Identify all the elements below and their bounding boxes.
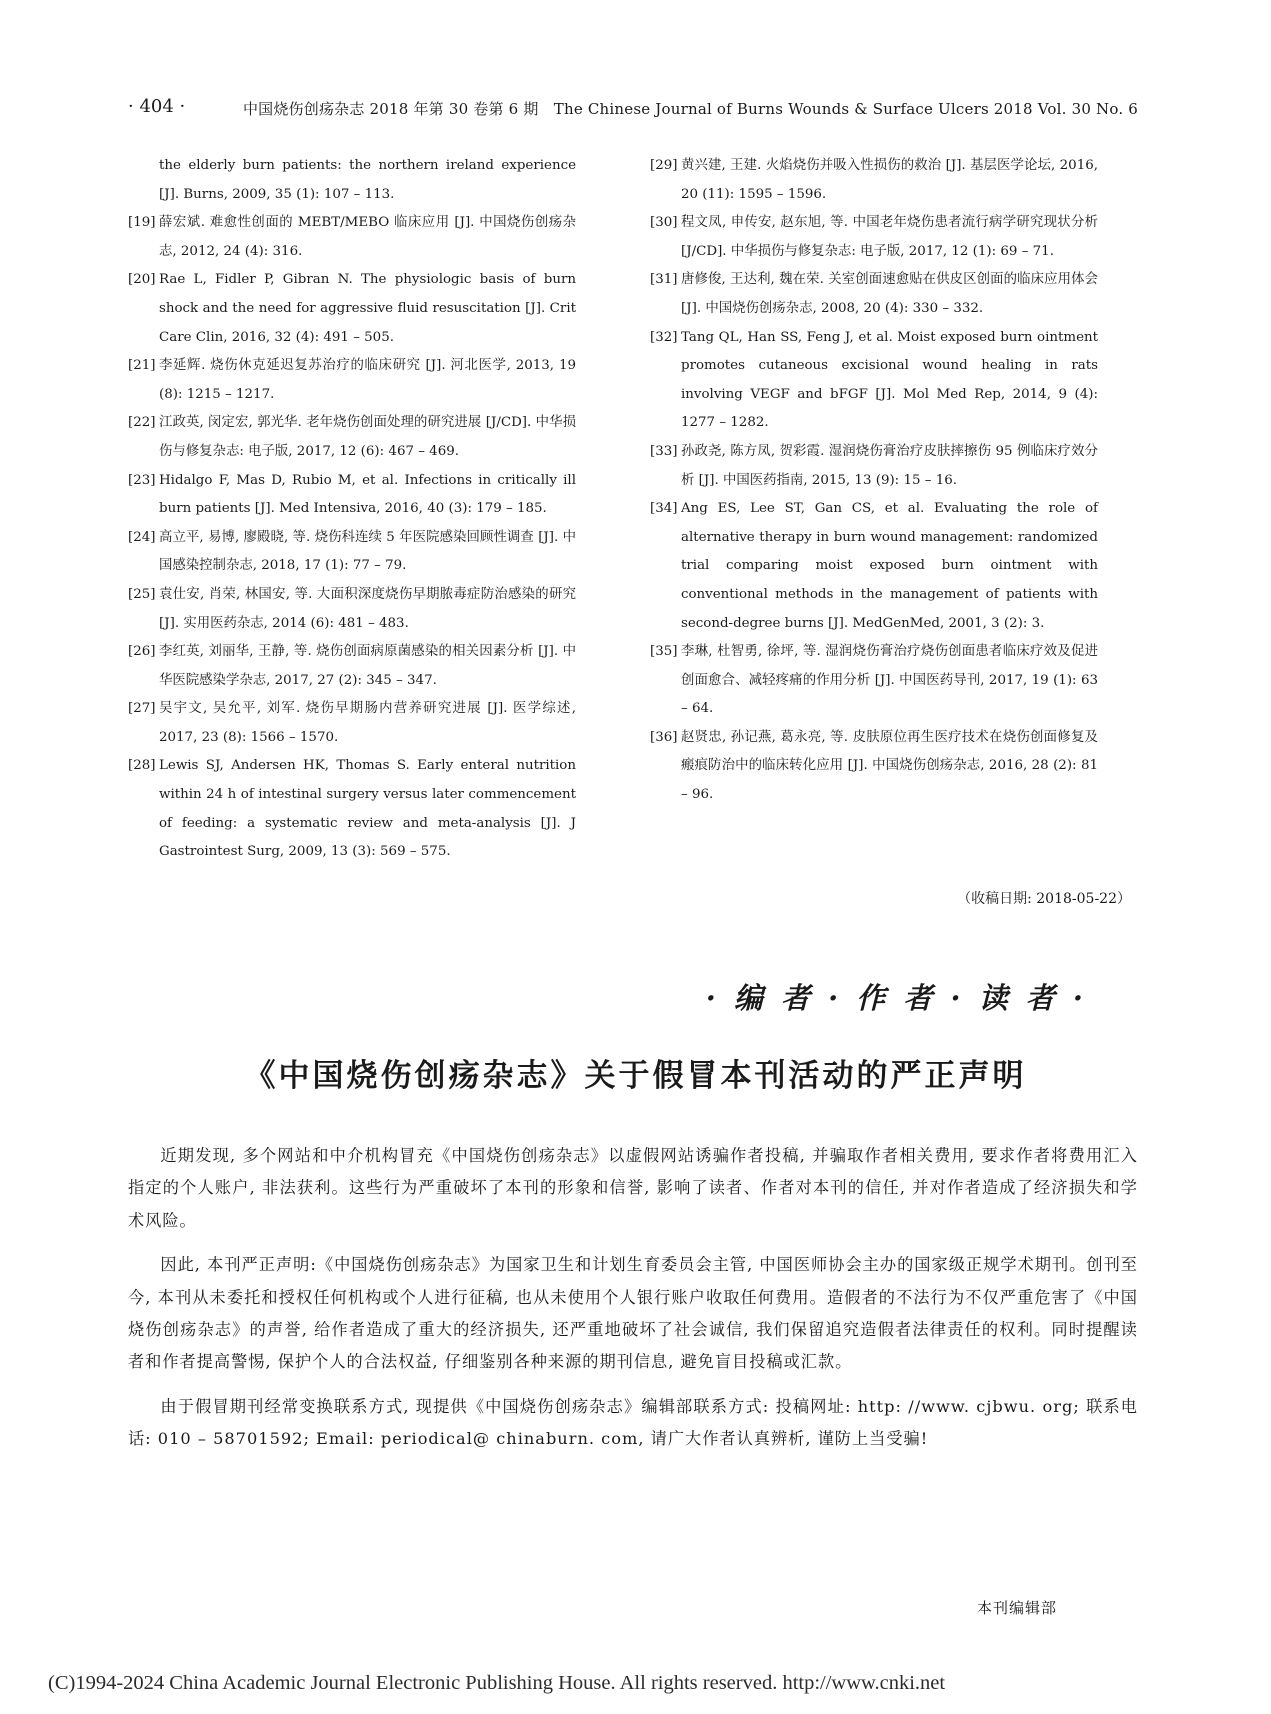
notice-paragraph: 由于假冒期刊经常变换联系方式, 现提供《中国烧伤创疡杂志》编辑部联系方式: 投稿网址: http: //www. cjbwu. org; 联系电话: 010 – 58701592; Email: periodical@ chinaburn. com, 请广大作者认真辨析, 谨防上当受骗! [128,1396,1138,1449]
reference-item [650,209,1098,266]
reference-text: Hidalgo F, Mas D, Rubio M, et al. Infections in critically ill burn patients [J]. Med Intensiva, 2016, 40 (3): 179 – 185. [159,472,576,517]
reference-number: [31] [650,272,678,288]
reference-text: 孙政尧, 陈方凤, 贺彩霞. 湿润烧伤膏治疗皮肤摔擦伤 95 例临床疗效分析 [J]. 中国医药指南, 2015, 13 (9): 15 – 16. [681,443,1098,488]
reference-column-left [128,152,576,867]
reference-item [650,266,1098,323]
reference-text: 唐修俊, 王达利, 魏在荣. 关室创面速愈贴在供皮区创面的临床应用体会 [J]. 中国烧伤创疡杂志, 2008, 20 (4): 330 – 332. [681,272,1098,316]
notice-paragraph: 近期发现, 多个网站和中介机构冒充《中国烧伤创疡杂志》以虚假网站诱骗作者投稿, 并骗取作者相关费用, 要求作者将费用汇入指定的个人账户, 非法获利。这些行为严重破坏了本刊的形象和信誉, 影响了读者、作者对本刊的信任, 并对作者造成了经济损失和学术风险。 [128,1146,1138,1230]
reference-text: Ang ES, Lee ST, Gan CS, et al. Evaluating the role of alternative therapy in burn wound management: randomized trial comparing moist exposed burn ointment with conventional methods in the management of patients with second-degree burns [J]. MedGenMed, 2001, 3 (2): 3. [681,501,1098,631]
reference-number: [20] [128,272,156,288]
page-number: · 404 · [128,96,186,117]
reference-item [650,638,1098,724]
reference-item [128,524,576,581]
reference-item [128,352,576,409]
reference-item [128,752,576,866]
reference-text: 高立平, 易博, 廖殿晓, 等. 烧伤科连续 5 年医院感染回顾性调查 [J]. 中国感染控制杂志, 2018, 17 (1): 77 – 79. [159,529,576,574]
reference-text: the elderly burn patients: the northern ireland experience [J]. Burns, 2009, 35 (1): 107 – 113. [159,158,576,202]
reference-number: [28] [128,758,156,774]
reference-number: [26] [128,644,156,660]
reference-number: [33] [650,443,678,459]
reference-number: [29] [650,158,678,173]
reference-item [650,152,1098,209]
reference-text: 吴宇文, 吴允平, 刘军. 烧伤早期肠内营养研究进展 [J]. 医学综述, 2017, 23 (8): 1566 – 1570. [159,701,576,745]
received-date: （收稿日期: 2018-05-22） [957,891,1131,907]
reference-text: 赵贤忠, 孙记燕, 葛永亮, 等. 皮肤原位再生医疗技术在烧伤创面修复及瘢痕防治中的临床转化应用 [J]. 中国烧伤创疡杂志, 2016, 28 (2): 81 – 96. [681,729,1098,803]
reference-number: [36] [650,729,678,745]
reference-number: [19] [128,215,156,231]
reference-number: [27] [128,701,156,717]
reference-item [128,467,576,524]
reference-number: [21] [128,358,156,374]
running-header [128,96,1138,126]
reference-text: Lewis SJ, Andersen HK, Thomas S. Early enteral nutrition within 24 h of intestinal surgery versus later commencement of feeding: a systematic review and meta-analysis [J]. J Gastrointest Surg, 2009, 13 (3): 569 – 575. [159,758,576,860]
reference-item [128,209,576,266]
reference-item [650,724,1098,810]
reference-item [128,695,576,752]
section-heading: · 编 者 · 作 者 · 读 者 · [705,981,1087,1015]
reference-text: 李红英, 刘丽华, 王静, 等. 烧伤创面病原菌感染的相关因素分析 [J]. 中华医院感染学杂志, 2017, 27 (2): 345 – 347. [159,644,576,688]
reference-item [128,409,576,466]
reference-item [128,638,576,695]
copyright-footer: (C)1994-2024 China Academic Journal Electronic Publishing House. All rights reserved. http://www.cnki.net [48,1672,946,1694]
reference-text: 黄兴建, 王建. 火焰烧伤并吸入性损伤的救治 [J]. 基层医学论坛, 2016, 20 (11): 1595 – 1596. [681,158,1098,202]
reference-number: [35] [650,644,678,660]
reference-number: [23] [128,472,156,488]
reference-item [650,495,1098,638]
notice-paragraph: 因此, 本刊严正声明:《中国烧伤创疡杂志》为国家卫生和计划生育委员会主管, 中国医师协会主办的国家级正规学术期刊。创刊至今, 本刊从未委托和授权任何机构或个人进行征稿, 也从未使用个人银行账户收取任何费用。造假者的不法行为不仅严重危害了《中国烧伤创疡杂志》的声誉, 给作者造成了重大的经济损失, 还严重地破坏了社会诚信, 我们保留追究造假者法律责任的权利。同时提醒读者和作者提高警惕, 保护个人的合法权益, 仔细鉴别各种来源的期刊信息, 避免盲目投稿或汇款。 [128,1255,1138,1372]
reference-number: [24] [128,529,156,545]
reference-number: [25] [128,586,156,602]
reference-text: 李延辉. 烧伤休克延迟复苏治疗的临床研究 [J]. 河北医学, 2013, 19 (8): 1215 – 1217. [159,358,576,402]
notice-body [128,1140,1138,1468]
journal-line: 中国烧伤创疡杂志 2018 年第 30 卷第 6 期 The Chinese Journal of Burns Wounds & Surface Ulcers 2018 Vol. 30 No. 6 [242,100,1138,118]
reference-text: 程文凤, 申传安, 赵东旭, 等. 中国老年烧伤患者流行病学研究现状分析 [J/CD]. 中华损伤与修复杂志: 电子版, 2017, 12 (1): 69 – 71. [681,215,1098,259]
reference-item [128,152,576,209]
notice-title: 《中国烧伤创疡杂志》关于假冒本刊活动的严正声明 [244,1058,1027,1094]
reference-text: 李琳, 杜智勇, 徐坪, 等. 湿润烧伤膏治疗烧伤创面患者临床疗效及促进创面愈合、减轻疼痛的作用分析 [J]. 中国医药导刊, 2017, 19 (1): 63 – 64. [681,644,1098,717]
reference-item [128,581,576,638]
reference-column-right [650,152,1098,810]
reference-number: [30] [650,215,678,231]
reference-text: 薛宏斌. 难愈性创面的 MEBT/MEBO 临床应用 [J]. 中国烧伤创疡杂志, 2012, 24 (4): 316. [159,215,576,259]
reference-text: Rae L, Fidler P, Gibran N. The physiologic basis of burn shock and the need for aggressive fluid resuscitation [J]. Crit Care Clin, 2016, 32 (4): 491 – 505. [159,272,576,345]
reference-text: 袁仕安, 肖荣, 林国安, 等. 大面积深度烧伤早期脓毒症防治感染的研究 [J]. 实用医药杂志, 2014 (6): 481 – 483. [159,586,576,631]
reference-text: Tang QL, Han SS, Feng J, et al. Moist exposed burn ointment promotes cutaneous excisional wound healing in rats involving VEGF and bFGF [J]. Mol Med Rep, 2014, 9 (4): 1277 – 1282. [681,329,1098,431]
reference-item [128,266,576,352]
reference-number: [34] [650,501,678,517]
reference-item [650,438,1098,495]
reference-number: [22] [128,415,156,431]
reference-item [650,324,1098,438]
reference-text: 江政英, 闵定宏, 郭光华. 老年烧伤创面处理的研究进展 [J/CD]. 中华损伤与修复杂志: 电子版, 2017, 12 (6): 467 – 469. [159,415,576,459]
reference-number: [32] [650,329,678,345]
notice-signature: 本刊编辑部 [976,1599,1057,1617]
